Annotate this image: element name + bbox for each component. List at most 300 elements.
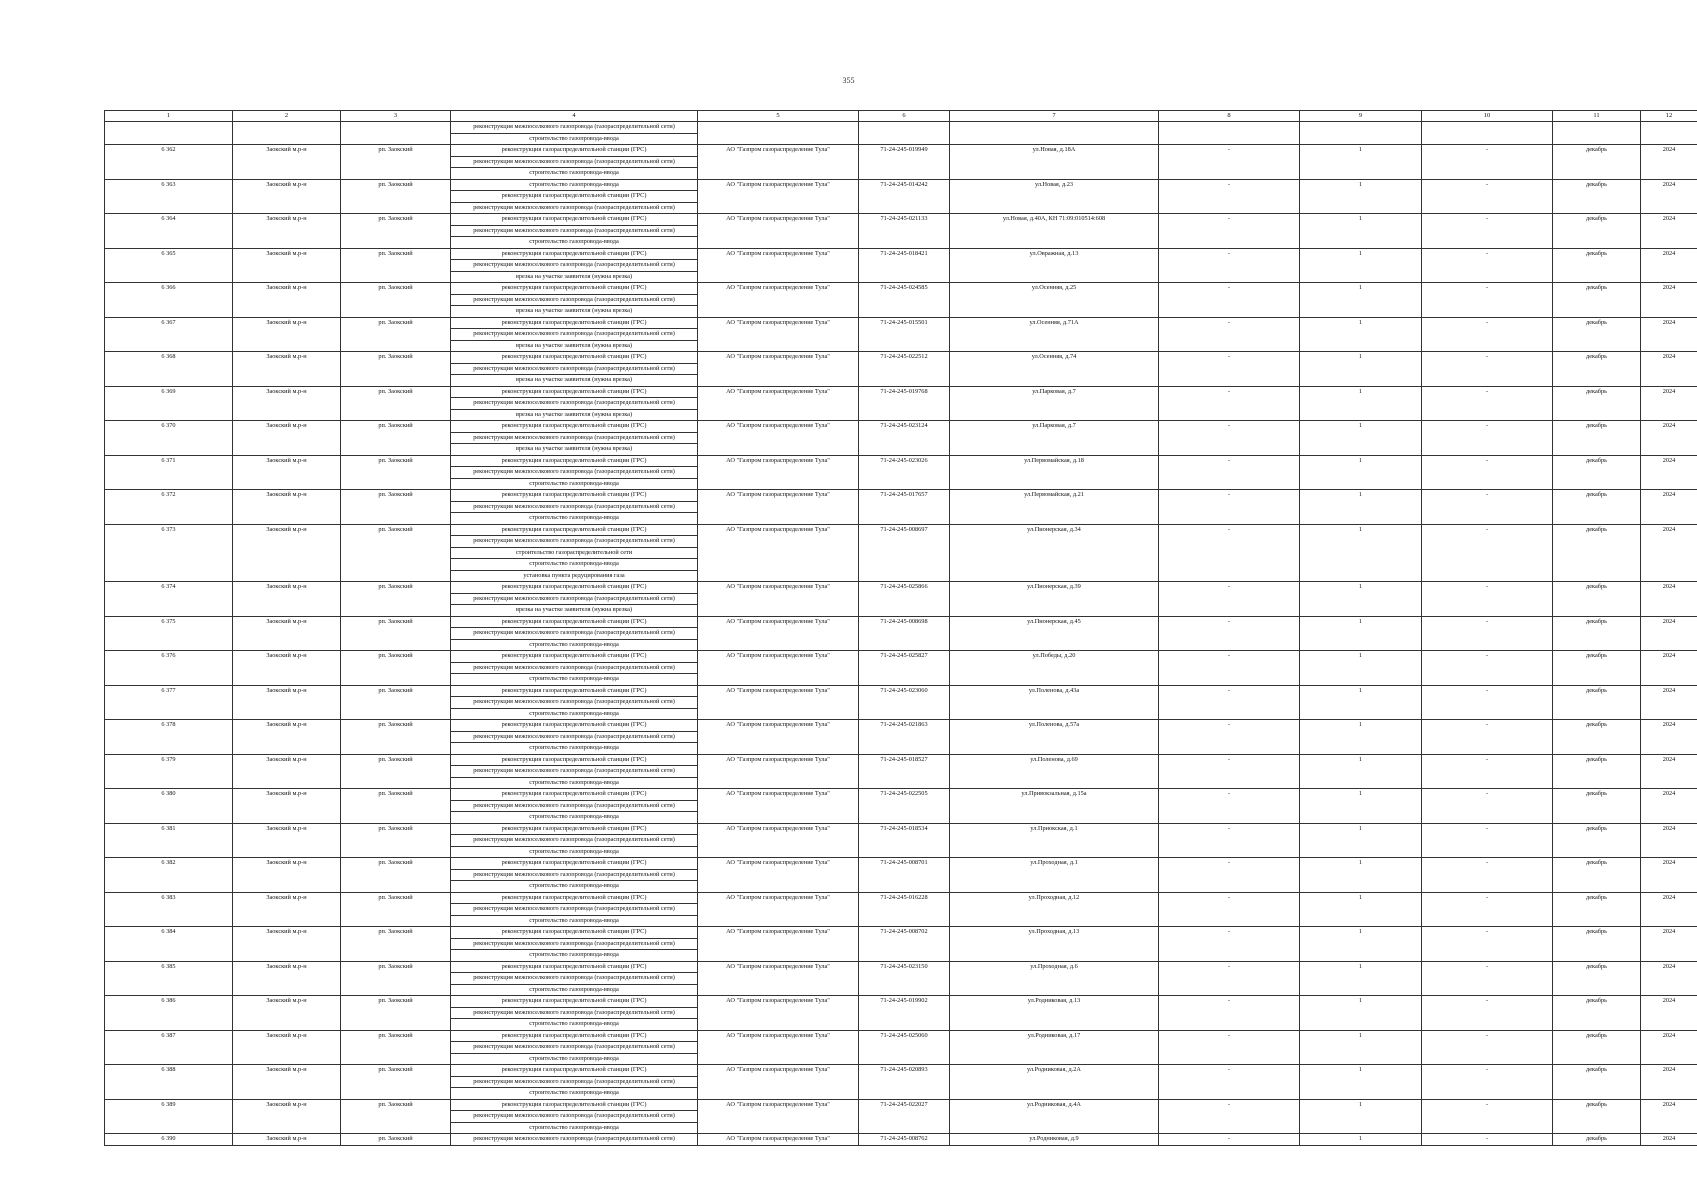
work-line: реконструкция межпоселкового газопровода (газораспределительной сети) bbox=[451, 732, 697, 744]
continuation-row bbox=[105, 122, 1697, 145]
work-line: реконструкция межпоселкового газопровода (газораспределительной сети) bbox=[451, 766, 697, 778]
application-code-cell: 71-24-245-022505 bbox=[859, 789, 950, 824]
empty-cell bbox=[1300, 122, 1422, 145]
organization-cell: АО "Газпром газораспределение Тула" bbox=[698, 685, 859, 720]
locality-cell: рп. Заокский bbox=[341, 248, 451, 283]
row-number: 6 367 bbox=[105, 317, 233, 352]
address-cell: ул.Проходная, д.12 bbox=[950, 892, 1159, 927]
works-cell bbox=[451, 961, 698, 996]
table-row bbox=[105, 317, 1697, 352]
address-cell: ул.Осенняя, д.74 bbox=[950, 352, 1159, 387]
address-cell: ул.Приокская, д.1 bbox=[950, 823, 1159, 858]
address-cell: ул.Пионерская, д.34 bbox=[950, 524, 1159, 582]
year-cell: 2024 bbox=[1641, 754, 1697, 789]
locality-cell: рп. Заокский bbox=[341, 283, 451, 318]
work-line: реконструкция межпоселкового газопровода (газораспределительной сети) bbox=[451, 157, 697, 169]
month-cell: декабрь bbox=[1553, 996, 1641, 1031]
work-line: реконструкция газораспределительной станции (ГРС) bbox=[451, 996, 697, 1008]
column-10-cell: - bbox=[1422, 179, 1553, 214]
organization-cell: АО "Газпром газораспределение Тула" bbox=[698, 455, 859, 490]
empty-cell bbox=[698, 122, 859, 145]
column-10-cell: - bbox=[1422, 651, 1553, 686]
year-cell: 2024 bbox=[1641, 685, 1697, 720]
month-cell: декабрь bbox=[1553, 858, 1641, 893]
row-number: 6 383 bbox=[105, 892, 233, 927]
district-cell: Заокский м.р-н bbox=[233, 317, 341, 352]
address-cell: ул.Новая, д.40А, КН 71:09:010514:608 bbox=[950, 214, 1159, 249]
work-line: строительство газопровода-ввода bbox=[451, 559, 697, 571]
work-line: реконструкция газораспределительной станции (ГРС) bbox=[451, 456, 697, 468]
work-line: строительство газопровода-ввода bbox=[529, 514, 619, 521]
row-number: 6 376 bbox=[105, 651, 233, 686]
locality-cell: рп. Заокский bbox=[341, 720, 451, 755]
works-cell bbox=[451, 248, 698, 283]
address-cell: ул.Пионерская, д.39 bbox=[950, 582, 1159, 617]
organization-cell: АО "Газпром газораспределение Тула" bbox=[698, 524, 859, 582]
locality-cell: рп. Заокский bbox=[341, 789, 451, 824]
application-code-cell: 71-24-245-017657 bbox=[859, 490, 950, 525]
row-number: 6 385 bbox=[105, 961, 233, 996]
organization-cell: АО "Газпром газораспределение Тула" bbox=[698, 1134, 859, 1146]
column-8-cell: - bbox=[1159, 1134, 1300, 1146]
column-number: 6 bbox=[859, 111, 950, 122]
work-line: реконструкция межпоселкового газопровода (газораспределительной сети) bbox=[451, 364, 697, 376]
year-cell: 2024 bbox=[1641, 1065, 1697, 1100]
work-line: реконструкция межпоселкового газопровода (газораспределительной сети) bbox=[451, 835, 697, 847]
column-9-cell: 1 bbox=[1300, 651, 1422, 686]
row-number: 6 380 bbox=[105, 789, 233, 824]
work-line: реконструкция газораспределительной станции (ГРС) bbox=[451, 582, 697, 594]
application-code-cell: 71-24-245-021863 bbox=[859, 720, 950, 755]
application-code-cell: 71-24-245-023150 bbox=[859, 961, 950, 996]
locality-cell: рп. Заокский bbox=[341, 685, 451, 720]
works-cell bbox=[451, 455, 698, 490]
table-row bbox=[105, 996, 1697, 1031]
work-line: реконструкция газораспределительной станции (ГРС) bbox=[451, 755, 697, 767]
application-code-cell: 71-24-245-008698 bbox=[859, 616, 950, 651]
work-line: строительство газопровода-ввода bbox=[529, 1123, 619, 1131]
organization-cell: АО "Газпром газораспределение Тула" bbox=[698, 317, 859, 352]
year-cell: 2024 bbox=[1641, 651, 1697, 686]
work-line: реконструкция межпоселкового газопровода (газораспределительной сети) bbox=[451, 1008, 697, 1020]
district-cell: Заокский м.р-н bbox=[233, 892, 341, 927]
month-cell: декабрь bbox=[1553, 582, 1641, 617]
works-cell bbox=[451, 122, 698, 145]
table-row bbox=[105, 1099, 1697, 1134]
work-line: реконструкция газораспределительной станции (ГРС) bbox=[451, 1065, 697, 1077]
locality-cell: рп. Заокский bbox=[341, 582, 451, 617]
column-9-cell: 1 bbox=[1300, 892, 1422, 927]
column-10-cell: - bbox=[1422, 892, 1553, 927]
work-line: реконструкция межпоселкового газопровода (газораспределительной сети) bbox=[451, 594, 697, 606]
address-cell: ул.Первомайская, д.21 bbox=[950, 490, 1159, 525]
work-line: строительство газопровода-ввода bbox=[529, 778, 619, 786]
month-cell: декабрь bbox=[1553, 892, 1641, 927]
row-number: 6 382 bbox=[105, 858, 233, 893]
work-line: реконструкция газораспределительной станции (ГРС) bbox=[451, 789, 697, 801]
district-cell: Заокский м.р-н bbox=[233, 927, 341, 962]
address-cell: ул.Новая, д.23 bbox=[950, 179, 1159, 214]
work-line: врезка на участке заявителя (нужна врезка) bbox=[515, 410, 633, 418]
work-line: реконструкция газораспределительной станции (ГРС) bbox=[451, 720, 697, 732]
column-10-cell: - bbox=[1422, 858, 1553, 893]
column-9-cell: 1 bbox=[1300, 490, 1422, 525]
work-line: реконструкция газораспределительной станции (ГРС) bbox=[451, 525, 697, 537]
locality-cell: рп. Заокский bbox=[341, 1065, 451, 1100]
row-number: 6 379 bbox=[105, 754, 233, 789]
locality-cell: рп. Заокский bbox=[341, 179, 451, 214]
district-cell: Заокский м.р-н bbox=[233, 651, 341, 686]
empty-cell bbox=[1553, 122, 1641, 145]
empty-cell bbox=[233, 122, 341, 145]
column-10-cell: - bbox=[1422, 1065, 1553, 1100]
empty-cell bbox=[105, 122, 233, 145]
column-10-cell: - bbox=[1422, 145, 1553, 180]
row-number: 6 389 bbox=[105, 1099, 233, 1134]
month-cell: декабрь bbox=[1553, 1065, 1641, 1100]
column-8-cell: - bbox=[1159, 892, 1300, 927]
column-9-cell: 1 bbox=[1300, 1134, 1422, 1146]
locality-cell: рп. Заокский bbox=[341, 996, 451, 1031]
year-cell: 2024 bbox=[1641, 720, 1697, 755]
organization-cell: АО "Газпром газораспределение Тула" bbox=[698, 1099, 859, 1134]
column-number: 10 bbox=[1422, 111, 1553, 122]
work-line: врезка на участке заявителя (нужна врезка) bbox=[515, 445, 633, 452]
work-line: реконструкция газораспределительной станции (ГРС) bbox=[451, 191, 697, 203]
column-9-cell: 1 bbox=[1300, 823, 1422, 858]
month-cell: декабрь bbox=[1553, 214, 1641, 249]
work-line: реконструкция газораспределительной станции (ГРС) bbox=[451, 617, 697, 629]
column-10-cell: - bbox=[1422, 524, 1553, 582]
column-9-cell: 1 bbox=[1300, 352, 1422, 387]
row-number: 6 378 bbox=[105, 720, 233, 755]
application-code-cell: 71-24-245-021133 bbox=[859, 214, 950, 249]
column-9-cell: 1 bbox=[1300, 1099, 1422, 1134]
address-cell: ул.Поленова, д.57а bbox=[950, 720, 1159, 755]
work-line: строительство газопровода-ввода bbox=[529, 744, 619, 751]
column-8-cell: - bbox=[1159, 145, 1300, 180]
column-number: 2 bbox=[233, 111, 341, 122]
work-line: реконструкция межпоселкового газопровода (газораспределительной сети) bbox=[451, 467, 697, 479]
work-line: реконструкция межпоселкового газопровода (газораспределительной сети) bbox=[451, 1111, 697, 1123]
works-cell bbox=[451, 214, 698, 249]
table-row bbox=[105, 754, 1697, 789]
organization-cell: АО "Газпром газораспределение Тула" bbox=[698, 927, 859, 962]
locality-cell: рп. Заокский bbox=[341, 421, 451, 456]
work-line: реконструкция газораспределительной станции (ГРС) bbox=[451, 421, 697, 433]
locality-cell: рп. Заокский bbox=[341, 455, 451, 490]
column-10-cell: - bbox=[1422, 317, 1553, 352]
row-number: 6 373 bbox=[105, 524, 233, 582]
works-cell bbox=[451, 892, 698, 927]
column-10-cell: - bbox=[1422, 214, 1553, 249]
work-line: реконструкция газораспределительной станции (ГРС) bbox=[451, 824, 697, 836]
column-8-cell: - bbox=[1159, 754, 1300, 789]
address-cell: ул.Поленова, д.43а bbox=[950, 685, 1159, 720]
month-cell: декабрь bbox=[1553, 524, 1641, 582]
organization-cell: АО "Газпром газораспределение Тула" bbox=[698, 582, 859, 617]
year-cell: 2024 bbox=[1641, 858, 1697, 893]
work-line: реконструкция межпоселкового газопровода (газораспределительной сети) bbox=[451, 122, 697, 134]
address-cell: ул.Осенняя, д.71А bbox=[950, 317, 1159, 352]
work-line: реконструкция газораспределительной станции (ГРС) bbox=[451, 352, 697, 364]
works-cell bbox=[451, 823, 698, 858]
column-9-cell: 1 bbox=[1300, 455, 1422, 490]
works-cell bbox=[451, 858, 698, 893]
work-line: строительство газопровода-ввода bbox=[529, 1020, 619, 1027]
work-line: реконструкция межпоселкового газопровода (газораспределительной сети) bbox=[451, 870, 697, 882]
table-row bbox=[105, 823, 1697, 858]
works-cell bbox=[451, 1134, 698, 1146]
work-line: строительство газопровода-ввода bbox=[529, 238, 619, 245]
column-8-cell: - bbox=[1159, 1030, 1300, 1065]
row-number: 6 375 bbox=[105, 616, 233, 651]
row-number: 6 362 bbox=[105, 145, 233, 180]
column-10-cell: - bbox=[1422, 283, 1553, 318]
work-line: строительство газопровода-ввода bbox=[529, 1089, 619, 1096]
work-line: реконструкция межпоселкового газопровода (газораспределительной сети) bbox=[451, 536, 697, 548]
column-8-cell: - bbox=[1159, 1099, 1300, 1134]
column-8-cell: - bbox=[1159, 1065, 1300, 1100]
year-cell: 2024 bbox=[1641, 455, 1697, 490]
column-9-cell: 1 bbox=[1300, 720, 1422, 755]
application-code-cell: 71-24-245-020893 bbox=[859, 1065, 950, 1100]
address-cell: ул.Поленова, д.69 bbox=[950, 754, 1159, 789]
table-row bbox=[105, 582, 1697, 617]
application-code-cell: 71-24-245-023026 bbox=[859, 455, 950, 490]
address-cell: ул.Привокзальная, д.15а bbox=[950, 789, 1159, 824]
locality-cell: рп. Заокский bbox=[341, 386, 451, 421]
address-cell: ул.Родниковая, д.17 bbox=[950, 1030, 1159, 1065]
column-8-cell: - bbox=[1159, 651, 1300, 686]
table-row bbox=[105, 524, 1697, 582]
column-number-row bbox=[105, 111, 1697, 122]
district-cell: Заокский м.р-н bbox=[233, 961, 341, 996]
empty-cell bbox=[1641, 122, 1697, 145]
works-cell bbox=[451, 789, 698, 824]
column-9-cell: 1 bbox=[1300, 283, 1422, 318]
column-number: 7 bbox=[950, 111, 1159, 122]
table-row bbox=[105, 145, 1697, 180]
work-line: врезка на участке заявителя (нужна врезка) bbox=[515, 376, 633, 383]
work-line: реконструкция межпоселкового газопровода (газораспределительной сети) bbox=[451, 502, 697, 514]
work-line: реконструкция межпоселкового газопровода (газораспределительной сети) bbox=[473, 1135, 675, 1142]
work-line: реконструкция межпоселкового газопровода (газораспределительной сети) bbox=[451, 801, 697, 813]
column-8-cell: - bbox=[1159, 524, 1300, 582]
column-10-cell: - bbox=[1422, 1030, 1553, 1065]
column-10-cell: - bbox=[1422, 1099, 1553, 1134]
column-10-cell: - bbox=[1422, 996, 1553, 1031]
organization-cell: АО "Газпром газораспределение Тула" bbox=[698, 145, 859, 180]
column-9-cell: 1 bbox=[1300, 179, 1422, 214]
column-number: 5 bbox=[698, 111, 859, 122]
application-code-cell: 71-24-245-018527 bbox=[859, 754, 950, 789]
table-row bbox=[105, 720, 1697, 755]
application-code-cell: 71-24-245-008762 bbox=[859, 1134, 950, 1146]
column-number: 8 bbox=[1159, 111, 1300, 122]
table-row bbox=[105, 961, 1697, 996]
table-row bbox=[105, 1030, 1697, 1065]
locality-cell: рп. Заокский bbox=[341, 524, 451, 582]
works-cell bbox=[451, 352, 698, 387]
work-line: строительство газопровода-ввода bbox=[529, 985, 619, 993]
column-8-cell: - bbox=[1159, 858, 1300, 893]
month-cell: декабрь bbox=[1553, 789, 1641, 824]
district-cell: Заокский м.р-н bbox=[233, 455, 341, 490]
column-number: 1 bbox=[105, 111, 233, 122]
organization-cell: АО "Газпром газораспределение Тула" bbox=[698, 214, 859, 249]
column-9-cell: 1 bbox=[1300, 145, 1422, 180]
district-cell: Заокский м.р-н bbox=[233, 248, 341, 283]
year-cell: 2024 bbox=[1641, 823, 1697, 858]
month-cell: декабрь bbox=[1553, 490, 1641, 525]
work-line: реконструкция межпоселкового газопровода (газораспределительной сети) bbox=[451, 904, 697, 916]
application-code-cell: 71-24-245-022512 bbox=[859, 352, 950, 387]
table-row bbox=[105, 214, 1697, 249]
works-cell bbox=[451, 996, 698, 1031]
application-code-cell: 71-24-245-019949 bbox=[859, 145, 950, 180]
works-cell bbox=[451, 1099, 698, 1134]
work-line: строительство газопровода-ввода bbox=[529, 169, 619, 176]
address-cell: ул.Родниковая, д.2А bbox=[950, 1065, 1159, 1100]
locality-cell: рп. Заокский bbox=[341, 1030, 451, 1065]
column-8-cell: - bbox=[1159, 616, 1300, 651]
work-line: реконструкция газораспределительной станции (ГРС) bbox=[451, 490, 697, 502]
year-cell: 2024 bbox=[1641, 179, 1697, 214]
column-10-cell: - bbox=[1422, 685, 1553, 720]
work-line: врезка на участке заявителя (нужна врезка) bbox=[515, 606, 633, 613]
district-cell: Заокский м.р-н bbox=[233, 490, 341, 525]
column-8-cell: - bbox=[1159, 421, 1300, 456]
work-line: реконструкция межпоселкового газопровода (газораспределительной сети) bbox=[451, 1077, 697, 1089]
table-row bbox=[105, 927, 1697, 962]
work-line: врезка на участке заявителя (нужна врезка) bbox=[515, 341, 633, 349]
work-line: реконструкция межпоселкового газопровода (газораспределительной сети) bbox=[473, 203, 675, 211]
column-number: 11 bbox=[1553, 111, 1641, 122]
month-cell: декабрь bbox=[1553, 455, 1641, 490]
locality-cell: рп. Заокский bbox=[341, 892, 451, 927]
application-code-cell: 71-24-245-008697 bbox=[859, 524, 950, 582]
column-10-cell: - bbox=[1422, 1134, 1553, 1146]
work-line: врезка на участке заявителя (нужна врезка) bbox=[515, 272, 633, 280]
organization-cell: АО "Газпром газораспределение Тула" bbox=[698, 754, 859, 789]
month-cell: декабрь bbox=[1553, 651, 1641, 686]
column-number: 12 bbox=[1641, 111, 1697, 122]
work-line: строительство газопровода-ввода bbox=[451, 180, 697, 192]
application-code-cell: 71-24-245-023060 bbox=[859, 685, 950, 720]
month-cell: декабрь bbox=[1553, 1030, 1641, 1065]
column-9-cell: 1 bbox=[1300, 996, 1422, 1031]
work-line: строительство газопровода-ввода bbox=[529, 709, 619, 717]
row-number: 6 381 bbox=[105, 823, 233, 858]
organization-cell: АО "Газпром газораспределение Тула" bbox=[698, 490, 859, 525]
district-cell: Заокский м.р-н bbox=[233, 421, 341, 456]
work-line: строительство газораспределительной сети bbox=[451, 548, 697, 560]
works-cell bbox=[451, 651, 698, 686]
column-10-cell: - bbox=[1422, 248, 1553, 283]
application-code-cell: 71-24-245-025827 bbox=[859, 651, 950, 686]
application-code-cell: 71-24-245-018534 bbox=[859, 823, 950, 858]
column-8-cell: - bbox=[1159, 720, 1300, 755]
works-cell bbox=[451, 754, 698, 789]
column-8-cell: - bbox=[1159, 214, 1300, 249]
table-row bbox=[105, 248, 1697, 283]
work-line: строительство газопровода-ввода bbox=[529, 1054, 619, 1062]
locality-cell: рп. Заокский bbox=[341, 145, 451, 180]
works-cell bbox=[451, 927, 698, 962]
locality-cell: рп. Заокский bbox=[341, 490, 451, 525]
application-code-cell: 71-24-245-014242 bbox=[859, 179, 950, 214]
district-cell: Заокский м.р-н bbox=[233, 685, 341, 720]
empty-cell bbox=[1422, 122, 1553, 145]
year-cell: 2024 bbox=[1641, 145, 1697, 180]
year-cell: 2024 bbox=[1641, 214, 1697, 249]
year-cell: 2024 bbox=[1641, 524, 1697, 582]
district-cell: Заокский м.р-н bbox=[233, 996, 341, 1031]
work-line: реконструкция газораспределительной станции (ГРС) bbox=[451, 1031, 697, 1043]
table-row bbox=[105, 490, 1697, 525]
address-cell: ул.Первомайская, д.18 bbox=[950, 455, 1159, 490]
row-number: 6 377 bbox=[105, 685, 233, 720]
address-cell: ул.Парковая, д.7 bbox=[950, 421, 1159, 456]
work-line: реконструкция межпоселкового газопровода (газораспределительной сети) bbox=[451, 697, 697, 709]
year-cell: 2024 bbox=[1641, 892, 1697, 927]
locality-cell: рп. Заокский bbox=[341, 858, 451, 893]
district-cell: Заокский м.р-н bbox=[233, 720, 341, 755]
column-9-cell: 1 bbox=[1300, 789, 1422, 824]
work-line: реконструкция газораспределительной станции (ГРС) bbox=[451, 962, 697, 974]
row-number: 6 372 bbox=[105, 490, 233, 525]
year-cell: 2024 bbox=[1641, 283, 1697, 318]
column-10-cell: - bbox=[1422, 789, 1553, 824]
column-10-cell: - bbox=[1422, 823, 1553, 858]
column-9-cell: 1 bbox=[1300, 685, 1422, 720]
locality-cell: рп. Заокский bbox=[341, 754, 451, 789]
work-line: реконструкция межпоселкового газопровода (газораспределительной сети) bbox=[451, 433, 697, 445]
works-cell bbox=[451, 317, 698, 352]
table-row bbox=[105, 421, 1697, 456]
table-row bbox=[105, 858, 1697, 893]
locality-cell: рп. Заокский bbox=[341, 927, 451, 962]
address-cell: ул.Родниковая, д.9 bbox=[950, 1134, 1159, 1146]
year-cell: 2024 bbox=[1641, 961, 1697, 996]
year-cell: 2024 bbox=[1641, 927, 1697, 962]
locality-cell: рп. Заокский bbox=[341, 616, 451, 651]
works-cell bbox=[451, 1065, 698, 1100]
month-cell: декабрь bbox=[1553, 927, 1641, 962]
district-cell: Заокский м.р-н bbox=[233, 1030, 341, 1065]
application-code-cell: 71-24-245-023124 bbox=[859, 421, 950, 456]
work-line: реконструкция газораспределительной станции (ГРС) bbox=[451, 214, 697, 226]
locality-cell: рп. Заокский bbox=[341, 317, 451, 352]
table-row bbox=[105, 352, 1697, 387]
column-number: 3 bbox=[341, 111, 451, 122]
column-9-cell: 1 bbox=[1300, 386, 1422, 421]
organization-cell: АО "Газпром газораспределение Тула" bbox=[698, 961, 859, 996]
table-row bbox=[105, 283, 1697, 318]
organization-cell: АО "Газпром газораспределение Тула" bbox=[698, 616, 859, 651]
work-line: реконструкция газораспределительной станции (ГРС) bbox=[451, 387, 697, 399]
empty-cell bbox=[859, 122, 950, 145]
row-number: 6 369 bbox=[105, 386, 233, 421]
work-line: реконструкция газораспределительной станции (ГРС) bbox=[451, 686, 697, 698]
work-line: реконструкция межпоселкового газопровода (газораспределительной сети) bbox=[451, 329, 697, 341]
work-line: реконструкция межпоселкового газопровода (газораспределительной сети) bbox=[451, 295, 697, 307]
address-cell: ул.Парковая, д.7 bbox=[950, 386, 1159, 421]
application-code-cell: 71-24-245-025060 bbox=[859, 1030, 950, 1065]
work-line: строительство газопровода-ввода bbox=[529, 916, 619, 924]
address-cell: ул.Проходная, д.6 bbox=[950, 961, 1159, 996]
